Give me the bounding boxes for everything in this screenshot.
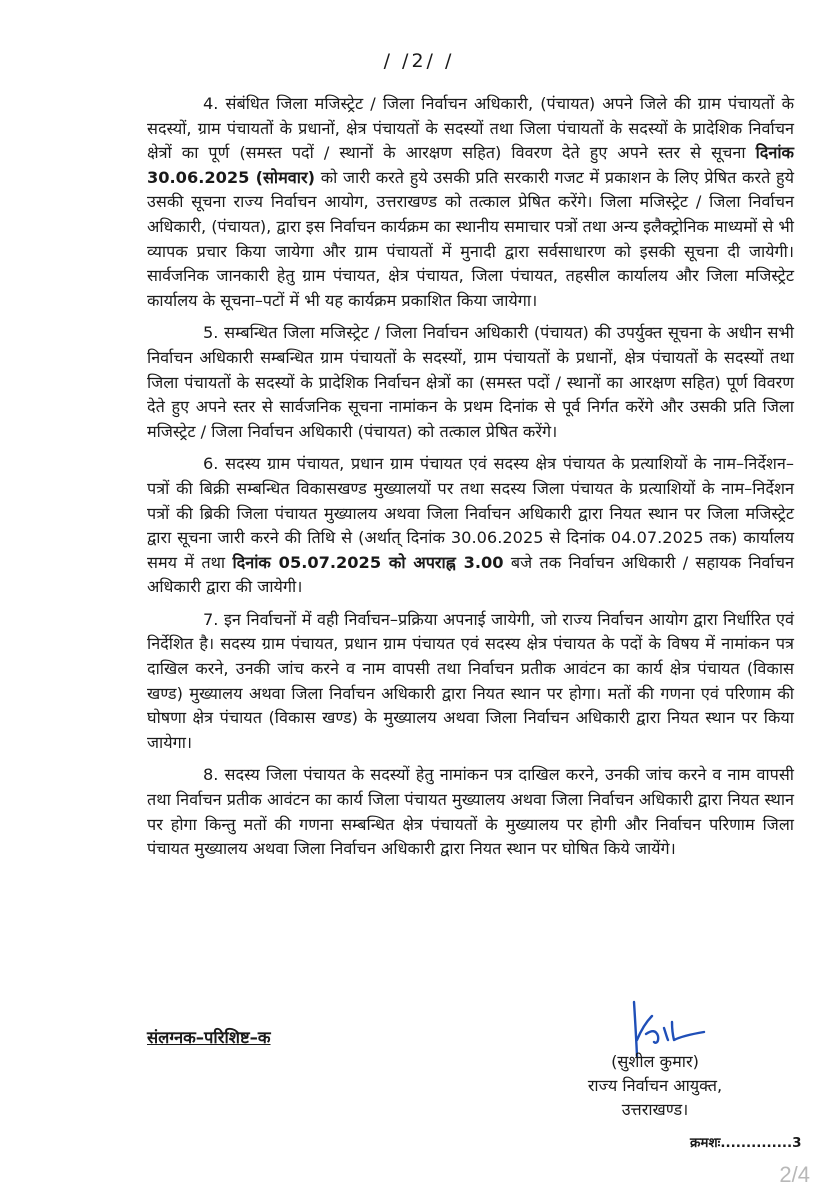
paragraph-6-deadline: दिनांक 05.07.2025 को अपराह्न 3.00: [232, 552, 504, 572]
viewer-page-indicator: 2/4: [779, 1162, 810, 1187]
paragraph-8: 8. सदस्य जिला पंचायत के सदस्यों हेतु नामांकन पत्र दाखिल करने, उनकी जांच करने व नाम वापसी तथा निर्वाचन प्रतीक आवंटन का कार्य जिला पंचायत मुख्यालय अथवा जिला निर्वाचन अधिकारी द्वारा नियत स्थान पर होगा किन्तु मतों की गणना सम्बन्धित क्षेत्र पंचायतों के मुख्यालय पर होगी और निर्वाचन परिणाम जिला पंचायत मुख्यालय अथवा जिला निर्वाचन अधिकारी द्वारा नियत स्थान पर घोषित किये जायेंगे।: [147, 765, 794, 859]
signatory-state: उत्तराखण्ड।: [621, 1100, 689, 1119]
paragraph-4-text-c: को जारी करते हुये उसकी प्रति सरकारी गजट में प्रकाशन के लिए प्रेषित करते हुये उसकी सूचना राज्य निर्वाचन आयोग, उत्तराखण्ड को तत्काल प्रेषित करेंगे। जिला मजिस्ट्रेट / जिला निर्वाचन अधिकारी, (पंचायत), द्वारा इस निर्वाचन कार्यक्रम का स्थानीय समाचार पत्रों तथा अन्य इलैक्ट्रोनिक माध्यमों से भी व्यापक प्रचार किया जायेगा और ग्राम पंचायतों में मुनादी द्वारा सर्वसाधारण को इसकी सूचना दी जायेगी। सार्वजनिक जानकारी हेतु ग्राम पंचायत, क्षेत्र पंचायत, जिला पंचायत, तहसील कार्यालय और जिला मजिस्ट्रेट कार्यालय के सूचना–पटों में भी यह कार्यक्रम प्रकाशित किया जायेगा।: [147, 167, 794, 310]
signatory-designation: राज्य निर्वाचन आयुक्त,: [587, 1076, 723, 1095]
paragraph-4: [147, 92, 794, 313]
signatory-name: (सुशील कुमार): [611, 1052, 699, 1071]
paragraph-5: 5. सम्बन्धित जिला मजिस्ट्रेट / जिला निर्वाचन अधिकारी (पंचायत) की उपर्युक्त सूचना के अधीन सभी निर्वाचन अधिकारी सम्बन्धित ग्राम पंचायतों के सदस्यों, ग्राम पंचायतों के प्रधानों, क्षेत्र पंचायतों के सदस्यों तथा जिला पंचायतों के सदस्यों के प्रादेशिक निर्वाचन क्षेत्रों का (समस्त पदों / स्थानों का आरक्षण सहित) पूर्ण विवरण देते हुए अपने स्तर से सार्वजनिक सूचना नामांकन के प्रथम दिनांक से पूर्व निर्गत करेंगे और उसकी प्रति जिला मजिस्ट्रेट / जिला निर्वाचन अधिकारी (पंचायत) को तत्काल प्रेषित करेंगे।: [147, 323, 794, 441]
paragraph-6-text-a: 6. सदस्य ग्राम पंचायत, प्रधान ग्राम पंचायत एवं सदस्य क्षेत्र पंचायत के प्रत्याशियों के नाम–निर्देशन–पत्रों की बिक्री सम्बन्धित विकासखण्ड मुख्यालयों पर तथा सदस्य जिला पंचायत के प्रत्याशियों के नाम–निर्देशन पत्रों की ब्रिकी जिला पंचायत मुख्यालय अथवा जिला निर्वाचन अधिकारी द्वारा नियत स्थान पर जिला मजिस्ट्रेट द्वारा सूचना जारी करने की तिथि से (अर्थात् दिनांक 30.06.2025 से दिनांक 04.07.2025 तक) कार्यालय समय में तथा: [147, 454, 794, 572]
page-number-header: / /2/ /: [383, 50, 455, 72]
annexure-label: संलग्नक–परिशिष्ट–क: [147, 1028, 271, 1047]
document-body: [147, 92, 794, 870]
paragraph-6-text-c: बजे तक निर्वाचन अधिकारी / सहायक निर्वाचन अधिकारी द्वारा की जायेगी।: [147, 552, 795, 597]
paragraph-4-text-a: 4. संबंधित जिला मजिस्ट्रेट / जिला निर्वाचन अधिकारी, (पंचायत) अपने जिले की ग्राम पंचायतों के सदस्यों, ग्राम पंचायतों के प्रधानों, क्षेत्र पंचायतों के सदस्यों तथा जिला पंचायतों के सदस्यों के प्रादेशिक निर्वाचन क्षेत्रों का पूर्ण (समस्त पदों / स्थानों के आरक्षण सहित) विवरण देते हुए अपने स्तर से सूचना: [147, 94, 794, 163]
continued-marker: क्रमशः..............3: [690, 1135, 802, 1151]
paragraph-4-date: दिनांक 30.06.2025 (सोमवार): [147, 143, 794, 187]
signatory-block: [560, 1050, 750, 1122]
paragraph-7: 7. इन निर्वाचनों में वही निर्वाचन–प्रक्रिया अपनाई जायेगी, जो राज्य निर्वाचन आयोग द्वारा निर्धारित एवं निर्देशित है। सदस्य ग्राम पंचायत, प्रधान ग्राम पंचायत एवं सदस्य क्षेत्र पंचायत के पदों के विषय में नामांकन पत्र दाखिल करने, उनकी जांच करने व नाम वापसी तथा निर्वाचन प्रतीक आवंटन का कार्य क्षेत्र पंचायत (विकास खण्ड) मुख्यालय अथवा जिला निर्वाचन अधिकारी द्वारा नियत स्थान पर होगा। मतों की गणना एवं परिणाम की घोषणा क्षेत्र पंचायत (विकास खण्ड) के मुख्यालय अथवा जिला निर्वाचन अधिकारी द्वारा नियत स्थान पर किया जायेगा।: [147, 609, 794, 752]
paragraph-6: [147, 452, 794, 600]
